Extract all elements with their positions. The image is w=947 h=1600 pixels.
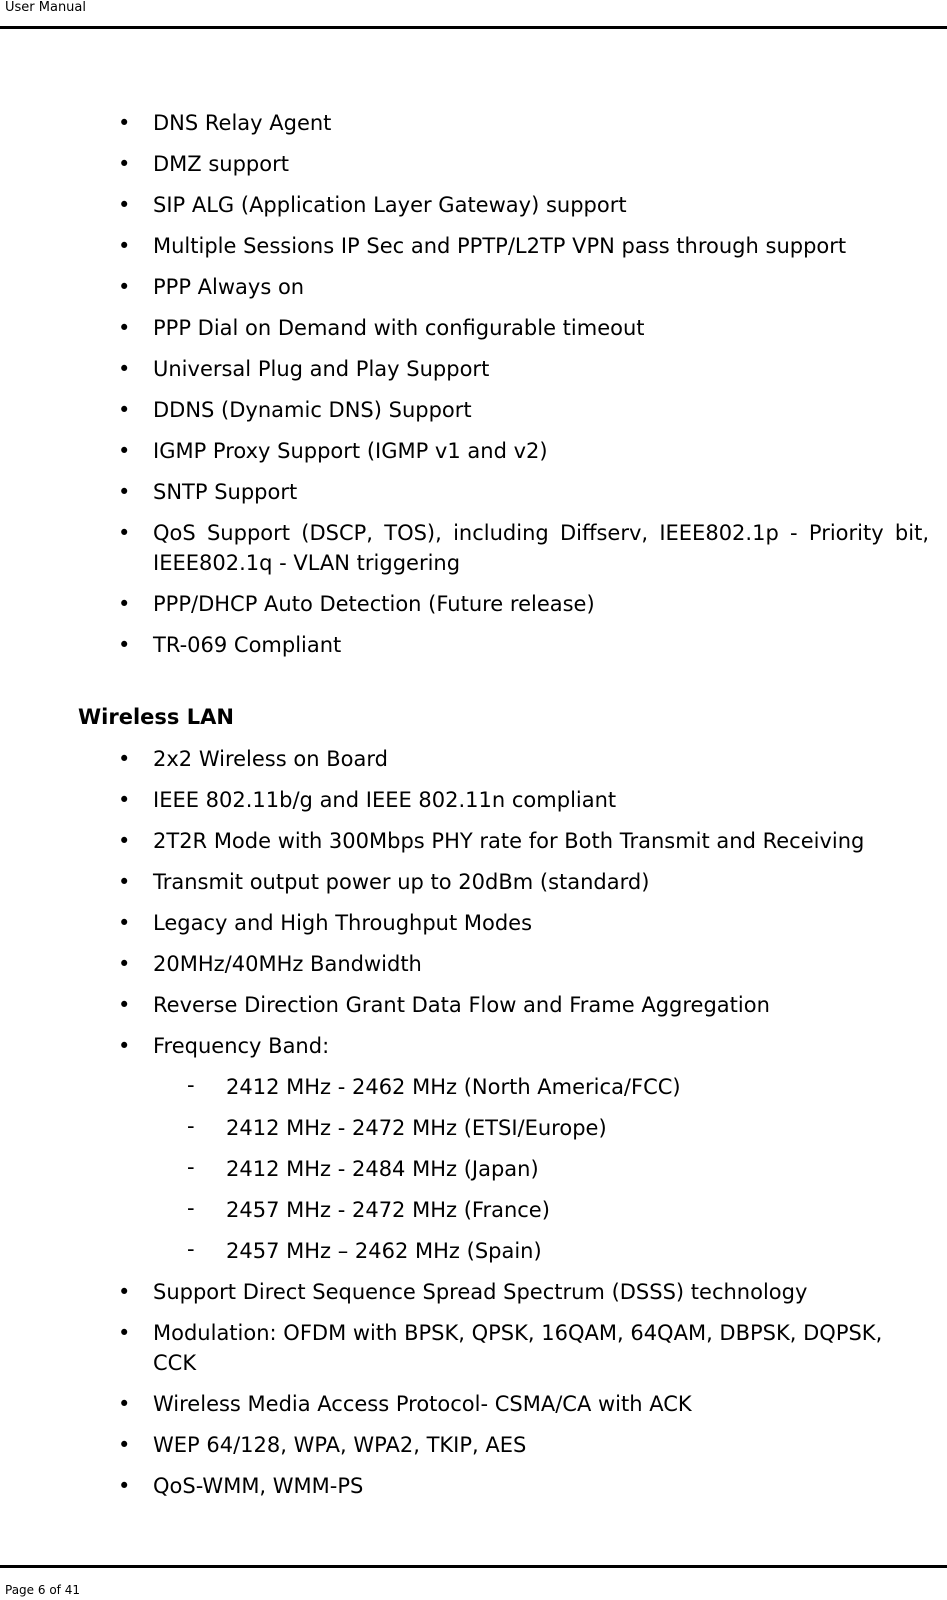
bullet-icon: • [118, 316, 131, 340]
list-item: • Universal Plug and Play Support [0, 354, 947, 384]
list-item: • PPP Always on [0, 272, 947, 302]
bullet-icon: • [118, 1474, 131, 1498]
bullet-icon: • [118, 275, 131, 299]
dash-icon: - [187, 1155, 195, 1179]
bullet-icon: • [118, 870, 131, 894]
bullet-icon: • [118, 152, 131, 176]
bullet-icon: • [118, 234, 131, 258]
bullet-icon: • [118, 993, 131, 1017]
bullet-icon: • [118, 1321, 131, 1345]
page-number: Page 6 of 41 [5, 1583, 80, 1597]
list-item: • DMZ support [0, 149, 947, 179]
bullet-icon: • [118, 1034, 131, 1058]
list-item: • SNTP Support [0, 477, 947, 507]
list-item: • Support Direct Sequence Spread Spectrum (DSSS) technology [0, 1277, 947, 1307]
bullet-icon: • [118, 1392, 131, 1416]
bullet-icon: • [118, 480, 131, 504]
list-item: • WEP 64/128, WPA, WPA2, TKIP, AES [0, 1430, 947, 1460]
list-item: • QoS-WMM, WMM-PS [0, 1471, 947, 1501]
bullet-icon: • [118, 633, 131, 657]
list-item: • QoS Support (DSCP, TOS), including Diffserv, IEEE802.1p - Priority bit, IEEE802.1q - VLAN triggering [0, 518, 947, 578]
bullet-icon: • [118, 592, 131, 616]
dash-icon: - [187, 1196, 195, 1220]
bullet-icon: • [118, 1280, 131, 1304]
list-item: • 20MHz/40MHz Bandwidth [0, 949, 947, 979]
list-item: • Legacy and High Throughput Modes [0, 908, 947, 938]
header-rule [0, 26, 947, 29]
frequency-band-sublist-container [0, 1072, 947, 1266]
list-item: • 2x2 Wireless on Board [0, 744, 947, 774]
frequency-band-sublist [0, 1072, 947, 1266]
section-heading-wireless-lan: Wireless LAN [78, 705, 234, 729]
bullet-icon: • [118, 911, 131, 935]
dash-icon: - [187, 1114, 195, 1138]
sub-list-item: - 2412 MHz - 2472 MHz (ETSI/Europe) [151, 1113, 947, 1143]
footer-rule [0, 1565, 947, 1568]
list-item: • TR-069 Compliant [0, 630, 947, 660]
list-item: • DDNS (Dynamic DNS) Support [0, 395, 947, 425]
list-item: • IGMP Proxy Support (IGMP v1 and v2) [0, 436, 947, 466]
list-item: • Wireless Media Access Protocol- CSMA/CA with ACK [0, 1389, 947, 1419]
sub-list-item: - 2412 MHz - 2462 MHz (North America/FCC) [151, 1072, 947, 1102]
dash-icon: - [187, 1073, 195, 1097]
bullet-icon: • [118, 952, 131, 976]
dash-icon: - [187, 1237, 195, 1261]
list-item: • Reverse Direction Grant Data Flow and Frame Aggregation [0, 990, 947, 1020]
bullet-icon: • [118, 521, 131, 545]
list-item: • Modulation: OFDM with BPSK, QPSK, 16QAM, 64QAM, DBPSK, DQPSK, CCK [0, 1318, 947, 1378]
bullet-icon: • [118, 829, 131, 853]
bullet-icon: • [118, 747, 131, 771]
list-item-frequency-band: • Frequency Band: [0, 1031, 947, 1061]
wireless-feature-list [0, 744, 947, 1512]
bullet-icon: • [118, 439, 131, 463]
bullet-icon: • [118, 111, 131, 135]
feature-list [0, 108, 947, 671]
list-item: • Transmit output power up to 20dBm (standard) [0, 867, 947, 897]
list-item: • DNS Relay Agent [0, 108, 947, 138]
bullet-icon: • [118, 788, 131, 812]
sub-list-item: - 2412 MHz - 2484 MHz (Japan) [151, 1154, 947, 1184]
list-item: • SIP ALG (Application Layer Gateway) support [0, 190, 947, 220]
sub-list-item: - 2457 MHz - 2472 MHz (France) [151, 1195, 947, 1225]
list-item: • 2T2R Mode with 300Mbps PHY rate for Both Transmit and Receiving [0, 826, 947, 856]
list-item: • IEEE 802.11b/g and IEEE 802.11n compliant [0, 785, 947, 815]
list-item: • PPP Dial on Demand with configurable timeout [0, 313, 947, 343]
sub-list-item: - 2457 MHz – 2462 MHz (Spain) [151, 1236, 947, 1266]
bullet-icon: • [118, 398, 131, 422]
header-title: User Manual [5, 0, 87, 15]
list-item: • PPP/DHCP Auto Detection (Future release) [0, 589, 947, 619]
list-item: • Multiple Sessions IP Sec and PPTP/L2TP VPN pass through support [0, 231, 947, 261]
bullet-icon: • [118, 1433, 131, 1457]
bullet-icon: • [118, 193, 131, 217]
bullet-icon: • [118, 357, 131, 381]
